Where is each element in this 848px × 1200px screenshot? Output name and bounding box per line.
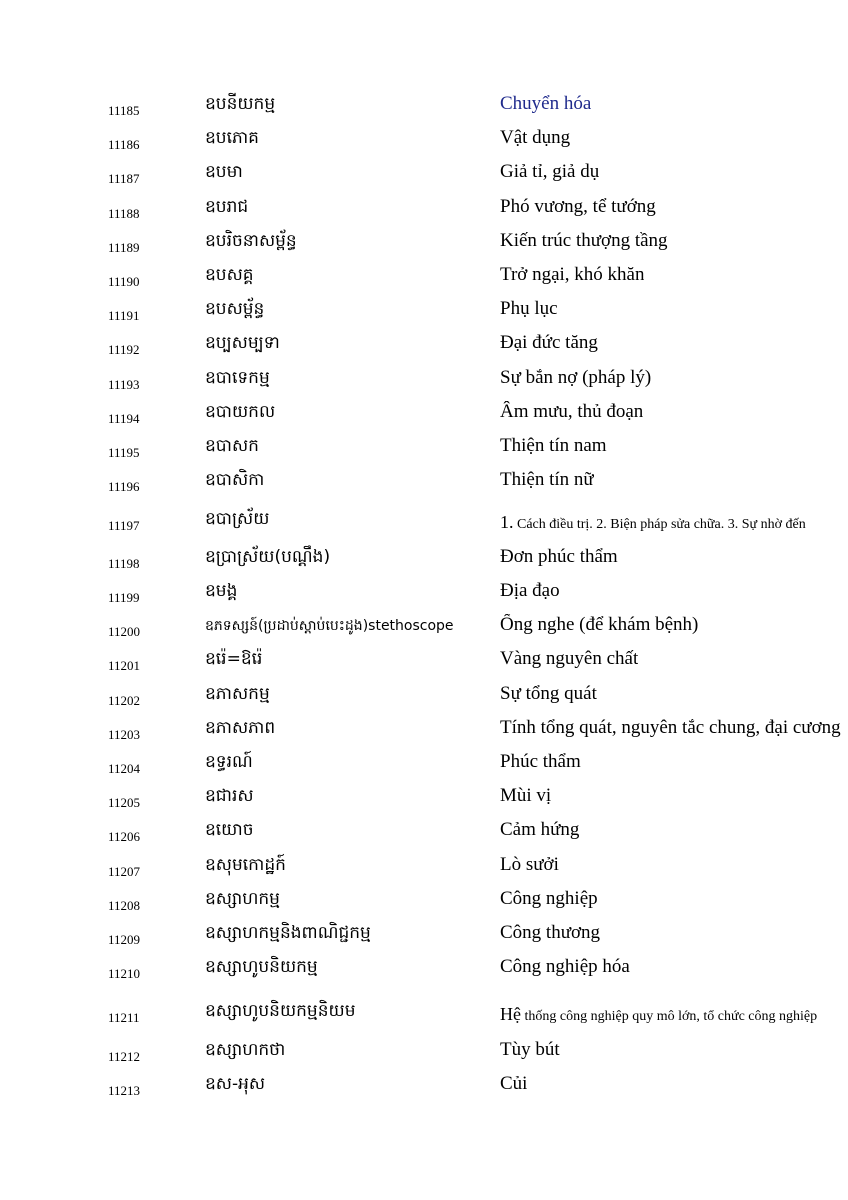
entry-vietnamese-rest: thống công nghiệp quy mô lớn, tổ chức công nghiệp [521,1009,818,1024]
entry-number: 11212 [108,1049,141,1064]
entry-row [0,922,848,956]
entry-row [0,230,848,264]
entry-number: 11213 [108,1083,141,1098]
entry-number: 11199 [108,590,140,605]
entry-row [0,819,848,853]
entry-number: 11196 [108,479,140,494]
entry-number: 11198 [108,556,140,571]
entry-khmer: ឧបាសិកា [205,470,265,490]
entry-khmer: ឧស្សាហកថា [205,1040,286,1060]
entry-number: 11189 [108,240,140,255]
entry-vietnamese: Chuyển hóa [500,93,592,114]
entry-khmer: ឧប្រាស្រ័យ(បណ្ដឹង) [205,547,331,567]
entry-number: 11207 [108,864,141,879]
entry-row [0,469,848,503]
entry-number: 11200 [108,624,141,639]
entry-row [0,580,848,614]
entry-khmer: ឧជារស [205,786,254,806]
entry-khmer: ឧប្បសម្បទា [205,333,280,353]
entry-number: 11193 [108,377,140,392]
entry-vietnamese-lead: Hệ [500,1004,521,1024]
entry-row [0,127,848,161]
entry-khmer: ឧស្សាហូបនិយកម្ម [205,957,318,977]
entry-number: 11192 [108,342,140,357]
entry-khmer: ឧបាយកល [205,402,276,422]
entry-khmer: ឧបាស្រ័យ [205,509,270,529]
entry-row [0,717,848,751]
entry-khmer: ឧយោច [205,820,254,840]
entry-vietnamese: Công nghiệp hóa [500,956,630,977]
entry-number: 11210 [108,966,141,981]
entry-khmer: ឧបសម្ព័ន្ធ [205,299,265,319]
entry-number: 11203 [108,727,141,742]
entry-khmer: ឧបសគ្គ [205,265,254,285]
entry-row [0,508,848,542]
entry-number: 11205 [108,795,141,810]
entry-row [0,648,848,682]
entry-vietnamese-rest: Cách điều trị. 2. Biện pháp sửa chữa. 3. Sự nhờ đến [513,517,806,532]
entry-vietnamese: Thiện tín nam [500,435,607,456]
entry-vietnamese: Tùy bút [500,1039,560,1060]
entry-number: 11188 [108,206,140,221]
entry-vietnamese: Ống nghe (để khám bệnh) [500,614,699,635]
entry-row [0,367,848,401]
entry-row [0,161,848,195]
entry-number: 11197 [108,518,140,533]
entry-khmer: ឧបាទេកម្ម [205,368,270,388]
entry-row [0,751,848,785]
entry-number: 11209 [108,932,141,947]
entry-vietnamese: Giả tỉ, giả dụ [500,161,600,182]
entry-khmer: ឧភាសកម្ម [205,684,270,704]
entry-row [0,93,848,127]
entry-number: 11202 [108,693,141,708]
entry-vietnamese: Cảm hứng [500,819,580,840]
entry-vietnamese: Sự tổng quát [500,683,597,704]
entry-vietnamese: Công nghiệp [500,888,598,909]
entry-khmer: ឧបរិចនាសម្ព័ន្ធ [205,231,297,251]
entry-number: 11201 [108,658,141,673]
entry-khmer: ឧស្សាហកម្ម [205,889,280,909]
entry-vietnamese [500,512,806,533]
entry-khmer: ឧបភោគ [205,128,259,148]
entry-number: 11195 [108,445,140,460]
entry-khmer: ឧមង្គ [205,581,238,601]
entry-number: 11206 [108,829,141,844]
entry-number: 11186 [108,137,140,152]
entry-vietnamese: Mùi vị [500,785,552,806]
entry-khmer: ឧភាសភាព [205,718,276,738]
entry-vietnamese: Phó vương, tể tướng [500,196,656,217]
entry-row [0,854,848,888]
entry-vietnamese: Phúc thẩm [500,751,581,772]
entry-row [0,956,848,990]
entry-row [0,1073,848,1107]
entry-khmer: ឧបរាជ [205,197,249,217]
entry-vietnamese: Đơn phúc thẩm [500,546,618,567]
entry-khmer: ឧបមា [205,162,243,182]
entry-khmer: ឧរ៉េ=ឱរ៉េ [205,649,263,669]
entry-row [0,1000,848,1034]
entry-vietnamese: Công thương [500,922,601,943]
entry-number: 11194 [108,411,140,426]
entry-khmer: ឧបាសក [205,436,259,456]
entry-vietnamese: Vật dụng [500,127,571,148]
entry-row [0,264,848,298]
entry-vietnamese-lead: 1. [500,512,514,532]
entry-khmer: ឧស្សាហូបនិយកម្មនិយម [205,1001,356,1021]
entry-vietnamese: Đại đức tăng [500,332,598,353]
entry-khmer: ឧទ្ធរណ៍ [205,752,253,772]
entry-vietnamese: Thiện tín nữ [500,469,594,490]
entry-vietnamese: Lò sưởi [500,854,559,875]
entry-row [0,435,848,469]
entry-vietnamese: Sự bắn nợ (pháp lý) [500,367,652,388]
entry-row [0,401,848,435]
entry-khmer: ឧភទស្សន៍(ប្រដាប់ស្ដាប់បេះដូង)stethoscope [205,618,454,634]
entry-row [0,888,848,922]
entry-vietnamese: Vàng nguyên chất [500,648,639,669]
entry-row [0,683,848,717]
entry-number: 11187 [108,171,140,186]
entry-vietnamese: Tính tổng quát, nguyên tắc chung, đại cương [500,717,841,738]
entry-number: 11211 [108,1010,140,1025]
entry-vietnamese: Địa đạo [500,580,560,601]
entry-number: 11191 [108,308,140,323]
entry-number: 11185 [108,103,140,118]
entry-vietnamese: Kiến trúc thượng tầng [500,230,668,251]
entry-vietnamese: Âm mưu, thủ đoạn [500,401,644,422]
entry-khmer: ឧបនីយកម្ម [205,94,276,114]
entry-row [0,546,848,580]
entry-khmer: ឧស-អុស [205,1074,266,1094]
entry-row [0,614,848,648]
entry-number: 11208 [108,898,141,913]
entry-row [0,785,848,819]
entry-number: 11204 [108,761,141,776]
entry-khmer: ឧសុមកោដ្ឋក៍ [205,855,286,875]
entry-row [0,298,848,332]
entry-vietnamese: Củi [500,1073,528,1094]
entry-vietnamese [500,1004,817,1025]
entry-vietnamese: Phụ lục [500,298,558,319]
entry-row [0,1039,848,1073]
entry-vietnamese: Trở ngại, khó khăn [500,264,645,285]
entry-row [0,332,848,366]
entry-khmer: ឧស្សាហកម្មនិងពាណិជ្ជកម្ម [205,923,371,943]
entry-number: 11190 [108,274,140,289]
entry-row [0,196,848,230]
